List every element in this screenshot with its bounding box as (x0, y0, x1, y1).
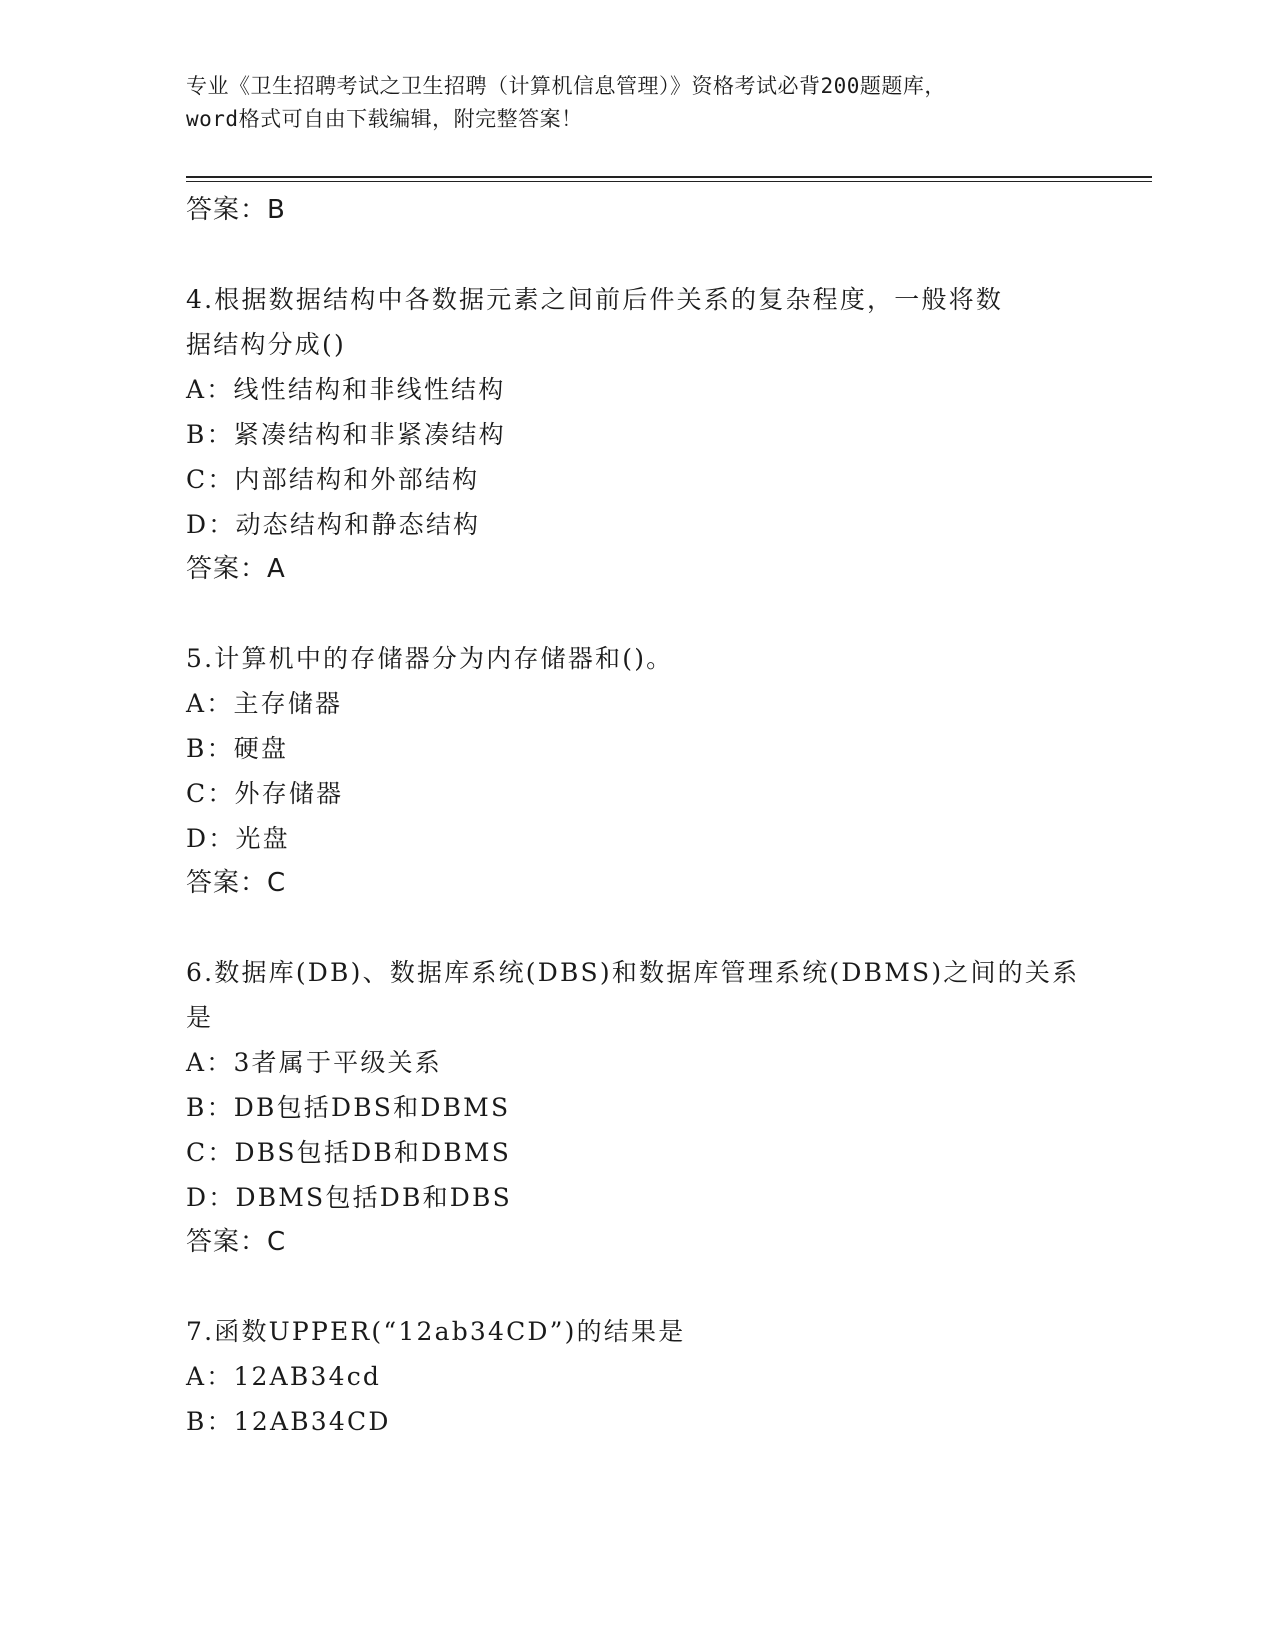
question-stem: 4.根据数据结构中各数据元素之间前后件关系的复杂程度，一般将数 (186, 285, 1004, 314)
option-a: A：3者属于平级关系 (186, 1048, 442, 1077)
header-line-2: word格式可自由下载编辑，附完整答案！ (186, 107, 583, 131)
question-6 (186, 950, 1086, 1265)
option-b: B：DB包括DBS和DBMS (186, 1093, 511, 1122)
option-d: D：光盘 (186, 824, 290, 853)
question-stem: 5.计算机中的存储器分为内存储器和()。 (186, 644, 674, 673)
header-line-1: 专业《卫生招聘考试之卫生招聘（计算机信息管理）》资格考试必背200题题库， (186, 74, 946, 98)
option-c: C：DBS包括DB和DBMS (186, 1138, 512, 1167)
answer: 答案：C (186, 868, 287, 898)
option-c: C：外存储器 (186, 779, 344, 808)
document-header (186, 70, 1066, 136)
question-7 (186, 1309, 1086, 1444)
header-rule-thick (186, 176, 1152, 178)
question-stem-continued: 据结构分成() (186, 330, 346, 359)
question-5 (186, 636, 1086, 906)
option-a: A：主存储器 (186, 689, 343, 718)
option-b: B：12AB34CD (186, 1407, 391, 1436)
previous-answer: 答案：B (186, 195, 286, 225)
option-c: C：内部结构和外部结构 (186, 465, 480, 494)
question-4 (186, 277, 1086, 592)
question-stem-continued: 是 (186, 1003, 214, 1032)
header-rule-thin (186, 181, 1152, 182)
question-stem: 6.数据库(DB)、数据库系统(DBS)和数据库管理系统(DBMS)之间的关系 (186, 958, 1080, 987)
option-b: B：硬盘 (186, 734, 289, 763)
answer: 答案：C (186, 1227, 287, 1257)
question-stem: 7.函数UPPER(“12ab34CD”)的结果是 (186, 1317, 686, 1346)
option-a: A：12AB34cd (186, 1362, 382, 1391)
option-b: B：紧凑结构和非紧凑结构 (186, 420, 506, 449)
option-a: A：线性结构和非线性结构 (186, 375, 506, 404)
question-list (186, 188, 1086, 1444)
option-d: D：动态结构和静态结构 (186, 510, 481, 539)
option-d: D：DBMS包括DB和DBS (186, 1183, 512, 1212)
answer: 答案：A (186, 554, 286, 584)
